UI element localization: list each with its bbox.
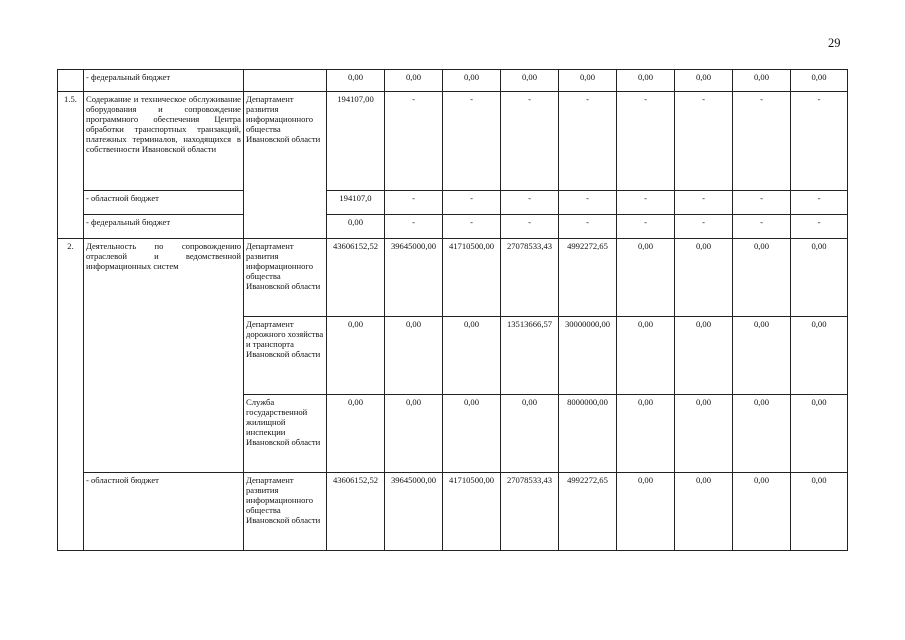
value-cell: - xyxy=(733,191,791,215)
value-cell: 0,00 xyxy=(385,70,443,92)
value-cell: 0,00 xyxy=(443,70,501,92)
department-cell: Служба государственной жилищной инспекции Ивановской области xyxy=(244,395,327,473)
row-label: - областной бюджет xyxy=(84,191,244,215)
value-cell: 27078533,43 xyxy=(501,473,559,551)
value-cell: 0,00 xyxy=(385,317,443,395)
value-cell: 39645000,00 xyxy=(385,473,443,551)
item-description: Деятельность по сопровождению отраслевой и ведомственной информационных систем xyxy=(84,239,244,473)
department-cell: Департамент развития информационного общества Ивановской области xyxy=(244,473,327,551)
value-cell: - xyxy=(385,215,443,239)
value-cell: 194107,00 xyxy=(327,92,385,191)
value-cell: - xyxy=(559,92,617,191)
value-cell: - xyxy=(443,191,501,215)
value-cell: 0,00 xyxy=(501,395,559,473)
department-cell: Департамент дорожного хозяйства и транспорта Ивановской области xyxy=(244,317,327,395)
dept-cell xyxy=(244,70,327,92)
value-cell: - xyxy=(791,215,848,239)
value-cell: 0,00 xyxy=(443,317,501,395)
department-cell: Департамент развития информационного общества Ивановской области xyxy=(244,239,327,317)
value-cell: 0,00 xyxy=(675,70,733,92)
value-cell: 0,00 xyxy=(733,239,791,317)
value-cell: - xyxy=(675,191,733,215)
value-cell: 0,00 xyxy=(617,395,675,473)
page-number: 29 xyxy=(828,36,841,50)
value-cell: 0,00 xyxy=(675,317,733,395)
value-cell: 0,00 xyxy=(617,239,675,317)
value-cell: 0,00 xyxy=(617,317,675,395)
num-cell xyxy=(58,70,84,92)
value-cell: - xyxy=(675,92,733,191)
value-cell: 43606152,52 xyxy=(327,239,385,317)
item-number: 1.5. xyxy=(58,92,84,239)
value-cell: - xyxy=(385,191,443,215)
value-cell: - xyxy=(617,191,675,215)
value-cell: 0,00 xyxy=(559,70,617,92)
value-cell: 0,00 xyxy=(733,70,791,92)
value-cell: 0,00 xyxy=(675,239,733,317)
value-cell: - xyxy=(559,215,617,239)
value-cell: 13513666,57 xyxy=(501,317,559,395)
value-cell: - xyxy=(617,92,675,191)
value-cell: - xyxy=(791,191,848,215)
value-cell: 41710500,00 xyxy=(443,473,501,551)
value-cell: 0,00 xyxy=(791,473,848,551)
value-cell: - xyxy=(733,92,791,191)
value-cell: - xyxy=(443,215,501,239)
value-cell: 0,00 xyxy=(675,473,733,551)
value-cell: 0,00 xyxy=(617,473,675,551)
value-cell: - xyxy=(501,191,559,215)
value-cell: - xyxy=(733,215,791,239)
value-cell: 8000000,00 xyxy=(559,395,617,473)
table-row-federal-budget-top xyxy=(58,70,848,92)
value-cell: 0,00 xyxy=(791,70,848,92)
table-row-regional-budget-1-5 xyxy=(58,191,848,215)
value-cell: - xyxy=(559,191,617,215)
value-cell: 27078533,43 xyxy=(501,239,559,317)
value-cell: - xyxy=(443,92,501,191)
row-label: - федеральный бюджет xyxy=(84,215,244,239)
value-cell: 0,00 xyxy=(791,239,848,317)
value-cell: 0,00 xyxy=(733,317,791,395)
value-cell: - xyxy=(385,92,443,191)
value-cell: 0,00 xyxy=(501,70,559,92)
row-label: - областной бюджет xyxy=(84,473,244,551)
value-cell: 4992272,65 xyxy=(559,473,617,551)
table-row-federal-budget-1-5 xyxy=(58,215,848,239)
table-row-item-1-5 xyxy=(58,92,848,191)
value-cell: 0,00 xyxy=(791,317,848,395)
value-cell: 43606152,52 xyxy=(327,473,385,551)
value-cell: - xyxy=(501,215,559,239)
value-cell: 0,00 xyxy=(385,395,443,473)
value-cell: 0,00 xyxy=(327,395,385,473)
item-number: 2. xyxy=(58,239,84,551)
value-cell: 0,00 xyxy=(733,395,791,473)
value-cell: 194107,0 xyxy=(327,191,385,215)
budget-table xyxy=(57,69,848,551)
row-label: - федеральный бюджет xyxy=(84,70,244,92)
value-cell: 4992272,65 xyxy=(559,239,617,317)
value-cell: 0,00 xyxy=(733,473,791,551)
table-row-item-2-dept-1 xyxy=(58,239,848,317)
value-cell: 41710500,00 xyxy=(443,239,501,317)
table-row-regional-budget-2 xyxy=(58,473,848,551)
value-cell: 0,00 xyxy=(327,70,385,92)
value-cell: 0,00 xyxy=(791,395,848,473)
value-cell: 0,00 xyxy=(675,395,733,473)
department-cell: Департамент развития информационного общества Ивановской области xyxy=(244,92,327,239)
value-cell: 0,00 xyxy=(327,317,385,395)
value-cell: - xyxy=(617,215,675,239)
value-cell: - xyxy=(501,92,559,191)
value-cell: 30000000,00 xyxy=(559,317,617,395)
value-cell: - xyxy=(791,92,848,191)
value-cell: 0,00 xyxy=(327,215,385,239)
item-description: Содержание и техническое обслуживание оборудования и сопровождение программного обеспечения Центра обработки транспортных транзакций, платежных терминалов, находящихся в собственности Ивановской области xyxy=(84,92,244,191)
value-cell: 0,00 xyxy=(443,395,501,473)
value-cell: 39645000,00 xyxy=(385,239,443,317)
value-cell: 0,00 xyxy=(617,70,675,92)
value-cell: - xyxy=(675,215,733,239)
